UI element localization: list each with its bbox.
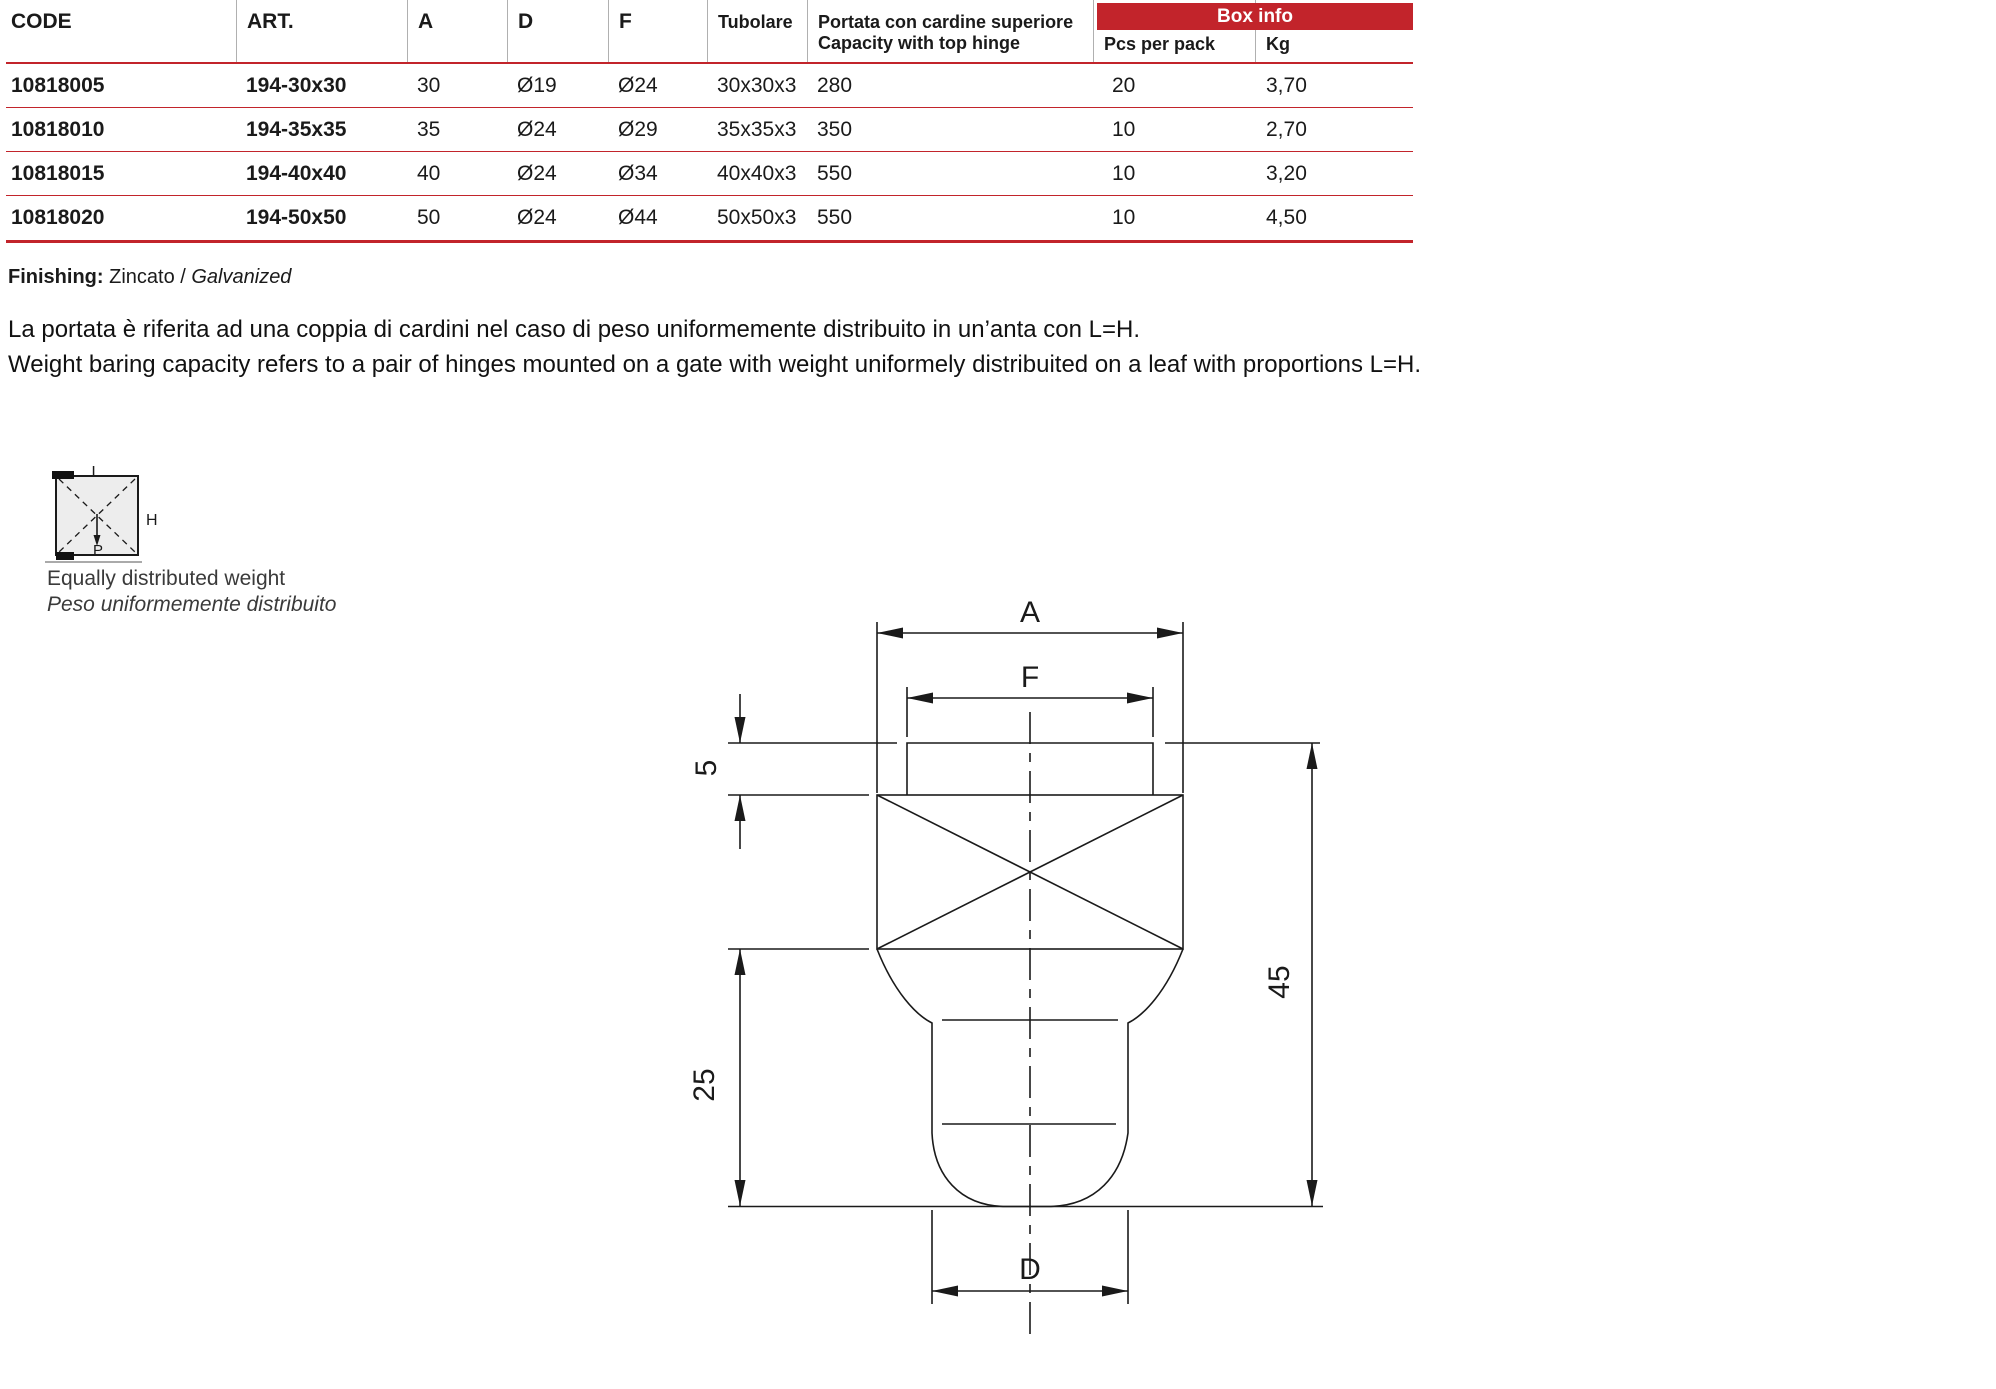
finishing-value-italic: Galvanized xyxy=(191,266,292,288)
header-pcs-per-pack: Pcs per pack xyxy=(1093,0,1255,62)
cell-pcs: 10 xyxy=(1112,162,1136,185)
cell-pcs: 20 xyxy=(1112,74,1136,97)
arrow-left-icon xyxy=(907,693,933,704)
cell-kg: 4,50 xyxy=(1266,206,1307,229)
arrow-down-icon xyxy=(735,717,746,743)
caption-english: Equally distributed weight xyxy=(47,567,286,590)
cell-d: Ø19 xyxy=(517,74,557,97)
cell-kg: 3,70 xyxy=(1266,74,1307,97)
header-a: A xyxy=(407,0,507,62)
box-info-band: Box info xyxy=(1097,3,1413,30)
finishing-value: Zincato / xyxy=(109,266,186,288)
cell-art: 194-35x35 xyxy=(246,118,347,141)
cell-code: 10818020 xyxy=(11,206,105,229)
cell-art: 194-50x50 xyxy=(246,206,347,229)
cell-portata: 350 xyxy=(817,118,853,141)
cell-kg: 3,20 xyxy=(1266,162,1307,185)
arrow-right-icon xyxy=(1157,628,1183,639)
finishing-label: Finishing: xyxy=(8,266,104,288)
header-d: D xyxy=(507,0,608,62)
cell-code: 10818010 xyxy=(11,118,105,141)
dim-label-25: 25 xyxy=(688,1068,721,1102)
arrow-down-icon xyxy=(735,1180,746,1206)
cell-tubolare: 40x40x3 xyxy=(717,162,797,185)
cell-f: Ø29 xyxy=(618,118,658,141)
arrow-down-icon xyxy=(1307,1180,1318,1206)
cell-kg: 2,70 xyxy=(1266,118,1307,141)
arrow-up-icon xyxy=(735,949,746,975)
cell-a: 50 xyxy=(417,206,441,229)
cell-portata: 550 xyxy=(817,162,853,185)
label-p: P xyxy=(92,542,104,559)
header-tubolare: Tubolare xyxy=(707,0,807,62)
cell-code: 10818005 xyxy=(11,74,105,97)
cell-a: 35 xyxy=(417,118,441,141)
header-f: F xyxy=(608,0,707,62)
cell-f: Ø24 xyxy=(618,74,658,97)
header-art: ART. xyxy=(236,0,407,62)
label-h: H xyxy=(146,512,158,529)
cell-pcs: 10 xyxy=(1112,118,1136,141)
cell-f: Ø44 xyxy=(618,206,658,229)
header-kg: Kg xyxy=(1255,0,1413,62)
dim-label-45: 45 xyxy=(1263,965,1296,999)
caption-italian: Peso uniformemente distribuito xyxy=(47,593,337,616)
cell-code: 10818015 xyxy=(11,162,105,185)
arrow-left-icon xyxy=(932,1286,958,1297)
note-italian: La portata è riferita ad una coppia di cardini nel caso di peso uniformemente distribuito in un’anta con L=H. xyxy=(8,316,1141,343)
cell-d: Ø24 xyxy=(517,118,557,141)
header-portata-line1: Portata con cardine superiore xyxy=(818,12,1074,32)
cell-pcs: 10 xyxy=(1112,206,1136,229)
cell-portata: 280 xyxy=(817,74,853,97)
cell-portata: 550 xyxy=(817,206,853,229)
cell-f: Ø34 xyxy=(618,162,658,185)
arrow-up-icon xyxy=(735,795,746,821)
cell-d: Ø24 xyxy=(517,162,557,185)
dim-label-d: D xyxy=(1019,1253,1041,1286)
dim-label-a: A xyxy=(1019,596,1041,629)
cell-d: Ø24 xyxy=(517,206,557,229)
arrow-left-icon xyxy=(877,628,903,639)
arrow-right-icon xyxy=(1127,693,1153,704)
label-l: L xyxy=(91,464,101,481)
header-portata-line2: Capacity with top hinge xyxy=(818,33,1021,53)
note-english: Weight baring capacity refers to a pair of hinges mounted on a gate with weight uniformely distribuited on a leaf with proportions L=H. xyxy=(8,351,1422,378)
cell-art: 194-30x30 xyxy=(246,74,347,97)
header-code: CODE xyxy=(11,10,72,33)
arrow-up-icon xyxy=(1307,743,1318,769)
arrow-right-icon xyxy=(1102,1286,1128,1297)
cell-tubolare: 30x30x3 xyxy=(717,74,797,97)
cell-a: 30 xyxy=(417,74,441,97)
cell-art: 194-40x40 xyxy=(246,162,347,185)
cell-tubolare: 35x35x3 xyxy=(717,118,797,141)
dim-label-5: 5 xyxy=(690,759,723,777)
dim-label-f: F xyxy=(1020,661,1040,694)
cell-tubolare: 50x50x3 xyxy=(717,206,797,229)
cell-a: 40 xyxy=(417,162,441,185)
